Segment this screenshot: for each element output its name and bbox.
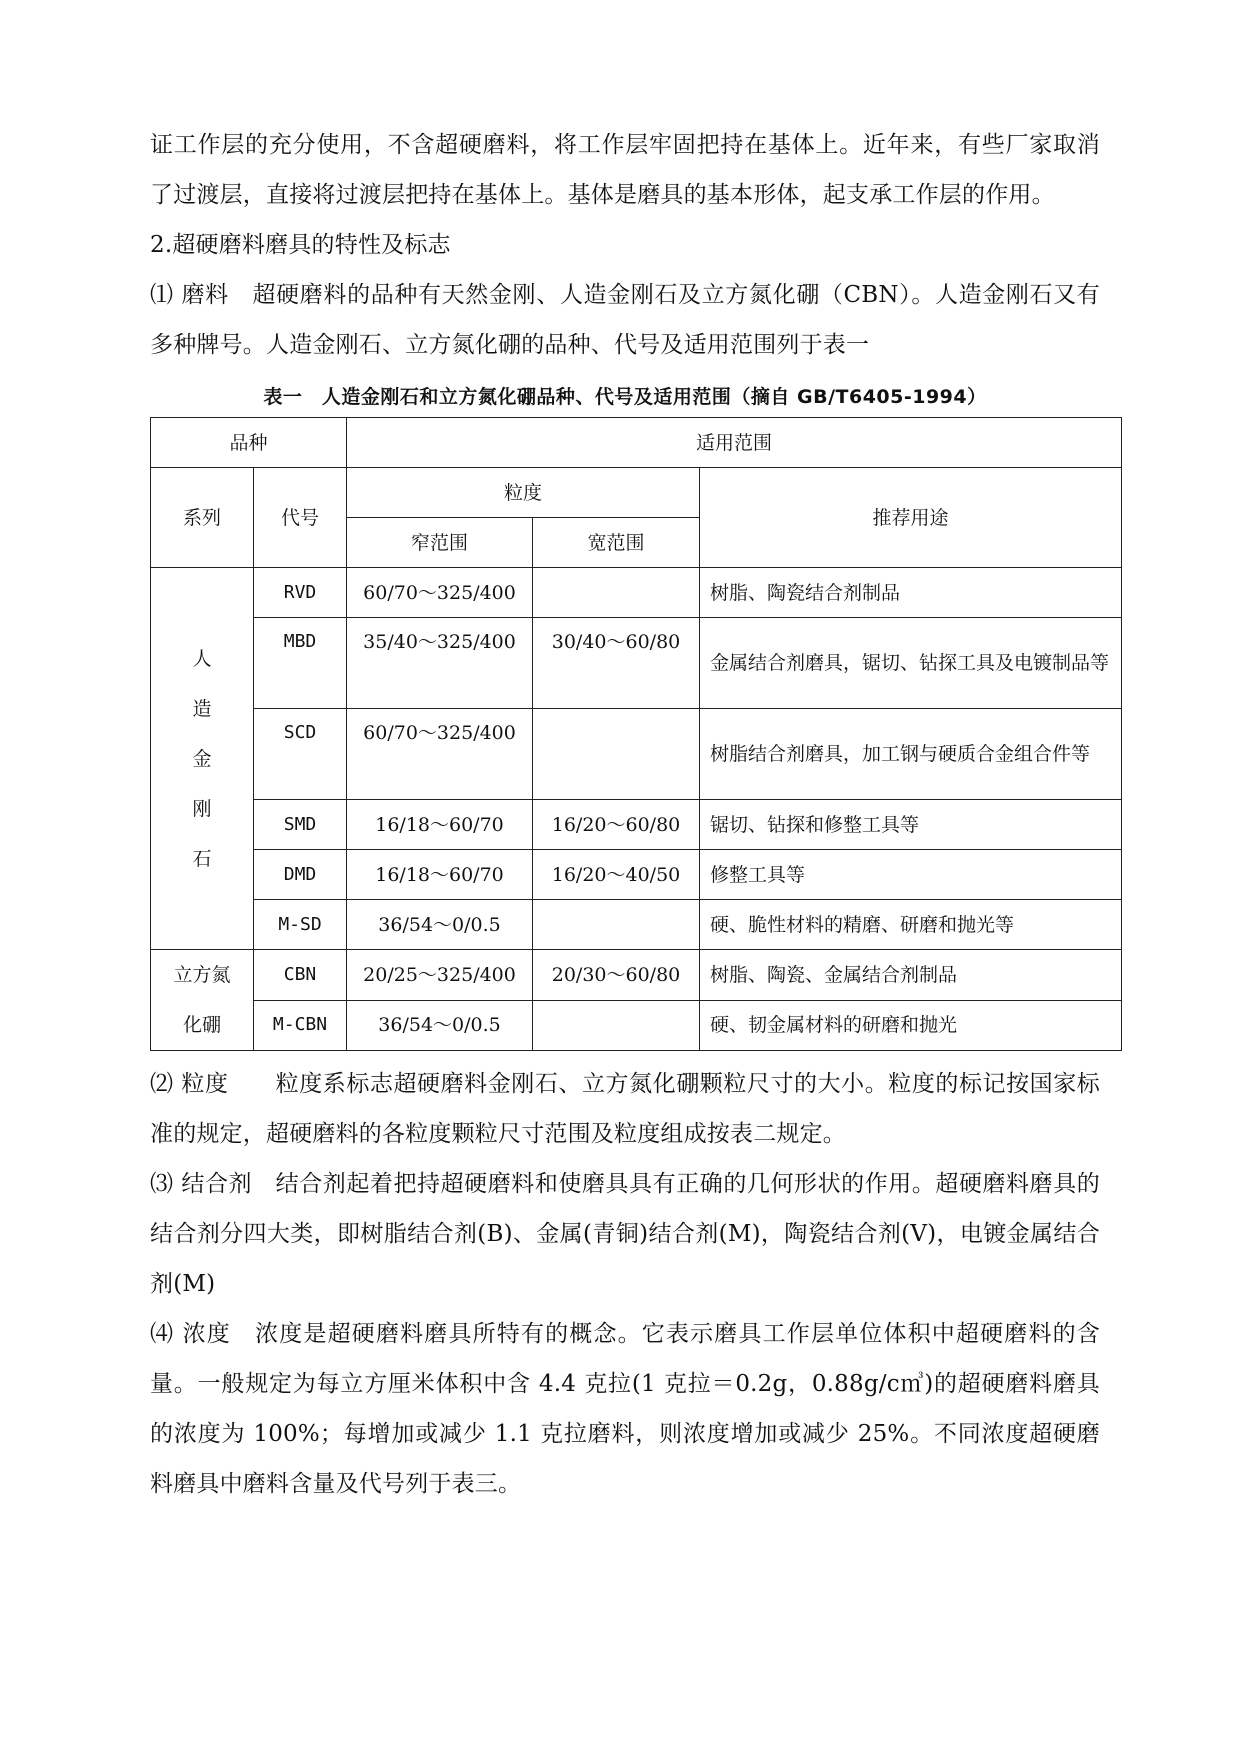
- header-code: 代号: [254, 468, 347, 568]
- cell-code: SCD: [254, 709, 347, 800]
- cell-narrow: 36/54～0/0.5: [347, 900, 533, 950]
- cell-wide: 20/30～60/80: [533, 950, 700, 1001]
- cell-narrow: 16/18～60/70: [347, 850, 533, 900]
- cell-code: DMD: [254, 850, 347, 900]
- concentration-paragraph: ⑷ 浓度 浓度是超硬磨料磨具所特有的概念。它表示磨具工作层单位体积中超硬磨料的含量。一般规定为每立方厘米体积中含 4.4 克拉(1 克拉＝0.2g，0.88g/c㎥)的超硬磨料磨具的浓度为 100%；每增加或减少 1.1 克拉磨料，则浓度增加或减少 25%。不同浓度超硬磨料磨具中磨料含量及代号列于表三。: [150, 1321, 1100, 1497]
- cell-wide: 16/20～40/50: [533, 850, 700, 900]
- header-wide: 宽范围: [533, 518, 700, 568]
- cell-usage: 修整工具等: [700, 850, 1122, 900]
- header-variety: 品种: [151, 418, 347, 468]
- cell-code: M-CBN: [254, 1000, 347, 1051]
- cell-narrow: 36/54～0/0.5: [347, 1000, 533, 1051]
- cell-usage: 金属结合剂磨具，锯切、钻探工具及电镀制品等: [700, 618, 1122, 709]
- intro-paragraph: 证工作层的充分使用，不含超硬磨料，将工作层牢固把持在基体上。近年来，有些厂家取消了过渡层，直接将过渡层把持在基体上。基体是磨具的基本形体，起支承工作层的作用。: [150, 132, 1100, 208]
- header-grain: 粒度: [347, 468, 700, 518]
- table-caption: 表一 人造金刚石和立方氮化硼品种、代号及适用范围（摘自 GB/T6405-1994）: [263, 386, 987, 408]
- cell-wide: [533, 568, 700, 618]
- cell-usage: 硬、韧金属材料的研磨和抛光: [700, 1000, 1122, 1051]
- series-diamond: [151, 568, 254, 950]
- cell-wide: [533, 1000, 700, 1051]
- header-usage: 推荐用途: [700, 468, 1122, 568]
- cell-usage: 树脂结合剂磨具，加工钢与硬质合金组合件等: [700, 709, 1122, 800]
- series-char: 人: [192, 647, 212, 670]
- cell-wide: 30/40～60/80: [533, 618, 700, 709]
- cell-narrow: 60/70～325/400: [347, 709, 533, 800]
- cell-wide: [533, 709, 700, 800]
- bond-paragraph: ⑶ 结合剂 结合剂起着把持超硬磨料和使磨具具有正确的几何形状的作用。超硬磨料磨具的结合剂分四大类，即树脂结合剂(B)、金属(青铜)结合剂(M)，陶瓷结合剂(V)，电镀金属结合剂(M): [150, 1171, 1100, 1297]
- table-row: [151, 1000, 1122, 1051]
- series-cbn: [151, 950, 254, 1051]
- header-narrow: 窄范围: [347, 518, 533, 568]
- cell-usage: 树脂、陶瓷、金属结合剂制品: [700, 950, 1122, 1001]
- series-char: 化硼: [182, 1014, 221, 1036]
- cell-narrow: 20/25～325/400: [347, 950, 533, 1001]
- abrasive-paragraph: ⑴ 磨料 超硬磨料的品种有天然金刚、人造金刚石及立方氮化硼（CBN）。人造金刚石又有多种牌号。人造金刚石、立方氮化硼的品种、代号及适用范围列于表一: [150, 282, 1100, 358]
- cell-usage: 树脂、陶瓷结合剂制品: [700, 568, 1122, 618]
- series-char: 刚: [192, 797, 212, 820]
- cell-wide: [533, 900, 700, 950]
- cell-code: SMD: [254, 800, 347, 850]
- table-row: [151, 800, 1122, 850]
- series-char: 立方氮: [173, 964, 231, 986]
- cell-code: M-SD: [254, 900, 347, 950]
- header-series: 系列: [151, 468, 254, 568]
- table-row: [151, 568, 1122, 618]
- document-page: [150, 120, 1110, 1509]
- table-row: [151, 709, 1122, 800]
- series-char: 造: [192, 697, 212, 720]
- table-row: [151, 850, 1122, 900]
- cell-usage: 锯切、钻探和修整工具等: [700, 800, 1122, 850]
- table-row: [151, 900, 1122, 950]
- abrasive-table: [150, 417, 1122, 1051]
- cell-wide: 16/20～60/80: [533, 800, 700, 850]
- series-char: 金: [192, 747, 212, 770]
- table-row: [151, 618, 1122, 709]
- cell-code: MBD: [254, 618, 347, 709]
- table-row: [151, 950, 1122, 1001]
- cell-narrow: 16/18～60/70: [347, 800, 533, 850]
- cell-usage: 硬、脆性材料的精磨、研磨和抛光等: [700, 900, 1122, 950]
- series-char: 石: [192, 847, 212, 870]
- cell-code: CBN: [254, 950, 347, 1001]
- grain-paragraph: ⑵ 粒度 粒度系标志超硬磨料金刚石、立方氮化硼颗粒尺寸的大小。粒度的标记按国家标准的规定，超硬磨料的各粒度颗粒尺寸范围及粒度组成按表二规定。: [150, 1071, 1100, 1147]
- section-heading: 2.超硬磨料磨具的特性及标志: [150, 232, 451, 258]
- cell-narrow: 35/40～325/400: [347, 618, 533, 709]
- header-scope: 适用范围: [347, 418, 1122, 468]
- cell-narrow: 60/70～325/400: [347, 568, 533, 618]
- cell-code: RVD: [254, 568, 347, 618]
